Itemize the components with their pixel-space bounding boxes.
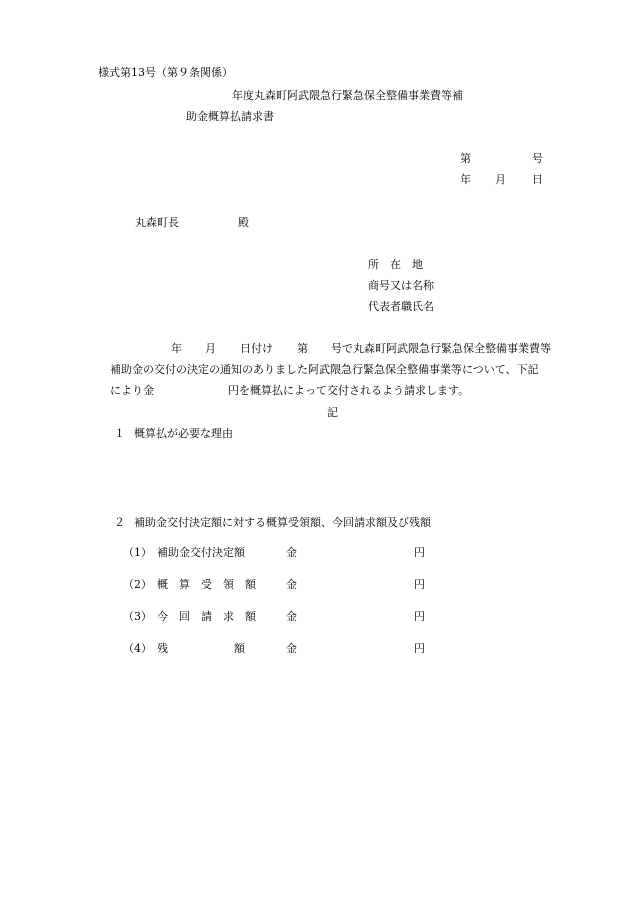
amount-row-kin: 金 [286,642,297,655]
amount-row-number: （1） [123,546,152,559]
body-line3-start: により金 [110,384,154,397]
body-month: 月 [205,342,216,355]
date-month: 月 [495,173,506,186]
form-number: 様式第13号（第９条関係） [98,66,233,79]
body-line1-rest: 号で丸森町阿武隈急行緊急保全整備事業費等 [331,342,551,355]
section1-number: １ [114,427,125,440]
body-line2: 補助金の交付の決定の通知のありました阿武隈急行緊急保全整備事業等について、下記 [110,363,539,376]
amount-row-label: 残 額 [157,642,245,655]
date-day: 日 [532,173,543,186]
amount-row-yen: 円 [414,546,425,559]
section2-number: ２ [114,516,125,529]
amount-row-number: （3） [123,610,152,623]
amount-row-kin: 金 [286,546,297,559]
amount-row-number: （4） [123,642,152,655]
amount-row-yen: 円 [414,578,425,591]
body-dated: 日付け [240,342,273,355]
amount-row-label: 概 算 受 領 額 [157,578,256,591]
body-dai: 第 [297,342,308,355]
date-year: 年 [460,173,471,186]
title-line-1: 年度丸森町阿武隈急行緊急保全整備事業費等補 [232,89,463,102]
amount-row-kin: 金 [286,578,297,591]
doc-number-go: 号 [532,152,543,165]
section1-label: 概算払が必要な理由 [134,427,233,440]
title-line-2: 助金概算払請求書 [186,110,274,123]
amount-row-number: （2） [123,578,152,591]
amount-row-yen: 円 [414,642,425,655]
doc-number-dai: 第 [460,152,471,165]
amount-row-label: 今 回 請 求 額 [157,610,256,623]
ki-heading: 記 [327,406,338,419]
amount-row-label: 補助金交付決定額 [157,546,245,559]
amount-row-yen: 円 [414,610,425,623]
section2-label: 補助金交付決定額に対する概算受領額、今回請求額及び残額 [134,516,431,529]
body-year: 年 [171,342,182,355]
applicant-address-label: 所 在 地 [368,258,423,271]
applicant-name-label: 商号又は名称 [368,279,434,292]
amount-row-kin: 金 [286,610,297,623]
applicant-rep-label: 代表者職氏名 [368,300,434,313]
addressee-honorific: 殿 [238,216,249,229]
addressee-name: 丸森町長 [135,216,179,229]
body-line3-end: 円を概算払によって交付されるよう請求します。 [228,384,470,397]
